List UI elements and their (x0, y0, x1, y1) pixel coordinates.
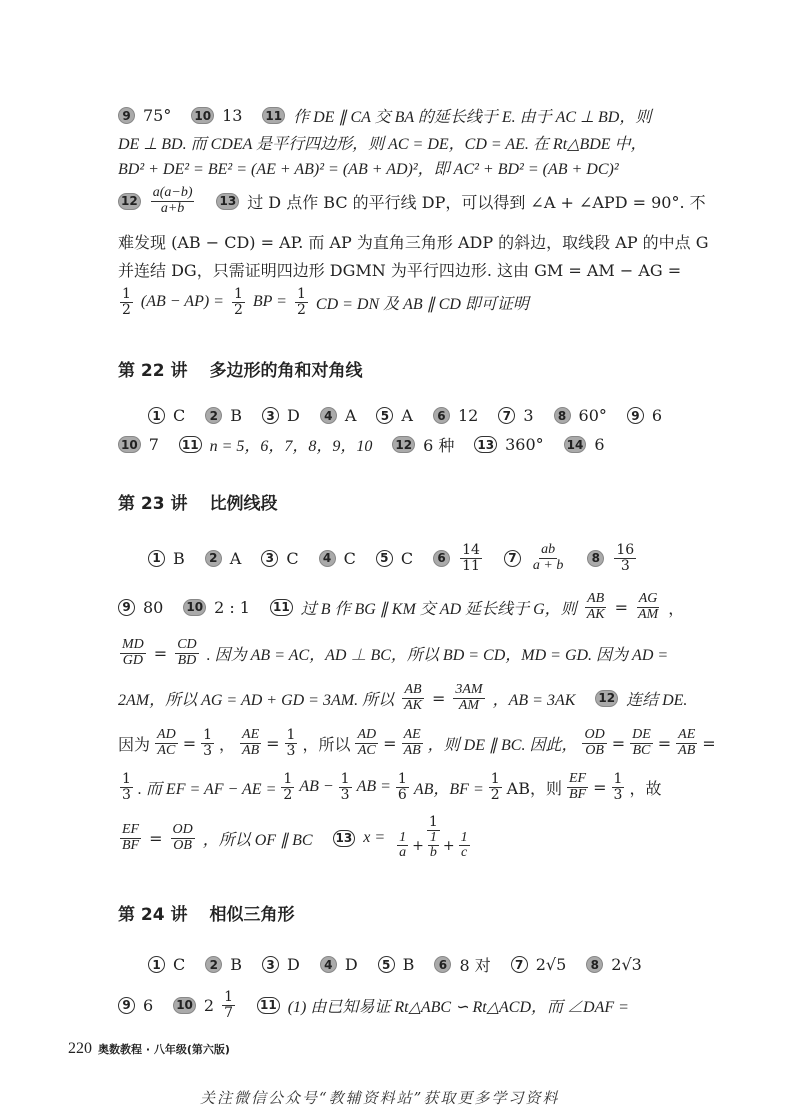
answer-value: B (402, 955, 415, 974)
answer-line (118, 287, 708, 317)
answer-value: A (344, 406, 357, 425)
answer-text: 作 DE ∥ CA 交 BA 的延长线于 E. 由于 AC ⊥ BD，则 (293, 109, 652, 126)
answer-number: 3 (261, 550, 278, 567)
answer-text: 2AM，所以 AG = AD + GD = 3AM. 所以 (118, 691, 395, 709)
answer-text: . 因为 AB = AC，AD ⊥ BC，所以 BD = CD，MD = GD. 因为 AD = (206, 646, 669, 664)
answer-number: 11 (270, 599, 293, 616)
answer-value: C (400, 548, 414, 568)
answer-text: 过 B 作 BG ∥ KM 交 AD 延长线于 G，则 (300, 600, 577, 618)
answer-number: 9 (118, 599, 135, 616)
fraction: $\frac{AG}{AM}$ (637, 591, 659, 622)
answer-text: BD² + DE² = BE² = (AE + AB)² = (AB + AD)²，即 AC² + BD² = (AB + DC)² (118, 161, 619, 178)
fraction: $\frac{CD}{BD}$ (177, 637, 197, 668)
answer-number: 2 (205, 956, 222, 973)
answer-value: 6 (143, 995, 154, 1015)
answer-value: n = 5，6，7，8，9，10 (209, 438, 373, 455)
answer-line (118, 104, 708, 127)
answer-line: 9 6 10 2 1 7 11 (1) 由已知易证 Rt△ABC ∽ Rt△ACD，而 ∠DAF = (118, 990, 708, 1020)
fraction: $\frac{1}{2}$ (296, 286, 306, 318)
section-heading: 第 23 讲 比例线段 (118, 494, 278, 514)
answer-number: 4 (319, 550, 336, 567)
answer-number: 5 (376, 407, 393, 424)
answer-value: 6 (651, 406, 663, 425)
answer-value: 80 (143, 597, 164, 617)
answer-number: 3 (262, 407, 279, 424)
answer-number: 6 (434, 956, 451, 973)
page-footer (68, 1040, 230, 1058)
answer-text: 并连结 DG，只需证明四边形 DGMN 为平行四边形. 这由 GM = AM − AG = (118, 261, 682, 280)
answer-number: 14 (564, 436, 587, 453)
answer-value: 2√3 (611, 955, 642, 974)
answer-text: ，AB = 3AK (492, 691, 576, 709)
answer-number: 8 (587, 550, 604, 567)
answer-line: $\frac{EF}{BF}$ = $\frac{OD}{OB}$ ，所以 OF ∥ BC 13 x = 1 1 a + $\frac{1}{b}$ + $\frac{1}{c}$ (118, 815, 708, 861)
answer-number: 11 (179, 436, 202, 453)
answer-value: C (173, 406, 186, 425)
answer-value: A (229, 548, 242, 568)
answer-value: 60° (578, 406, 607, 425)
fraction: $\frac{AB}{AK}$ (404, 682, 422, 713)
answer-line: 2AM，所以 AG = AD + GD = 3AM. 所以 $\frac{AB}{AK}$ = $\frac{3AM}{AM}$ ，AB = 3AK 12 连结 DE. (118, 682, 688, 713)
answer-number: 10 (118, 436, 141, 453)
fraction: 14 11 (462, 542, 480, 574)
answer-value: 8 对 (459, 956, 491, 975)
answer-number: 8 (586, 956, 603, 973)
answer-line: 因为 $\frac{AD}{AC}$ = $\frac{1}{3}$ ， $\frac{AE}{AB}$ = $\frac{1}{3}$ ，所以 $\frac{AD}{AC}$ = $\frac{AE}{AB}$ ，则 DE ∥ BC. 因此， $\frac{OD}{OB}$ = $\frac{DE}{BC}$ = $\frac{AE}{AB}$ = (118, 727, 716, 759)
answer-value: 2√5 (535, 955, 567, 974)
answer-number: 3 (262, 956, 279, 973)
answer-text: BP = (252, 293, 287, 311)
answer-value: 2 : 1 (214, 597, 250, 617)
answer-row (148, 953, 708, 976)
answer-text: (AB − AP) = (140, 293, 224, 311)
fraction: a(a−b) a+b (152, 185, 193, 216)
answer-number: 9 (627, 407, 644, 424)
answer-row (148, 543, 708, 573)
answer-number: 12 (595, 690, 618, 707)
answer-value: D (344, 955, 358, 974)
answer-line (118, 186, 708, 216)
answer-number: 5 (376, 550, 393, 567)
answer-value: 7 (148, 435, 159, 454)
answer-number: 2 (205, 550, 222, 567)
answer-text: DE ⊥ BD. 而 CDEA 是平行四边形，则 AC = DE，CD = AE. 在 Rt△BDE 中， (118, 136, 647, 153)
answer-number: 9 (118, 107, 135, 124)
answer-number: 7 (498, 407, 515, 424)
answer-number: 7 (511, 956, 528, 973)
watermark: 关注微信公众号“教辅资料站”获取更多学习资料 (200, 1089, 560, 1107)
answer-number: 12 (118, 193, 141, 210)
answer-line: 1 3 . 而 EF = AF − AE = $\frac{1}{2}$ AB − $\frac{1}{3}$ AB = $\frac{1}{6}$ AB，BF = $\frac{1}{2}$ AB，则 $\frac{EF}{BF}$ = $\frac{1}{3}$ ，故 (122, 771, 662, 803)
page-number: 220 (68, 1040, 92, 1057)
answer-value: B (173, 548, 185, 568)
answer-value: 360° (505, 435, 544, 454)
answer-number: 2 (205, 407, 222, 424)
book-title: 奥数教程 · 八年级(第六版) (98, 1043, 230, 1056)
answer-text: 连结 DE. (626, 691, 688, 709)
fraction: 16 3 (616, 542, 635, 574)
fraction: 1 2 (122, 286, 131, 318)
compound-fraction: 1 1 a + $\frac{1}{b}$ + $\frac{1}{c}$ (399, 814, 468, 861)
answer-number: 1 (148, 956, 165, 973)
answer-number: 1 (148, 407, 165, 424)
answer-value: C (173, 955, 186, 974)
answer-number: 13 (474, 436, 497, 453)
answer-value: 6 种 (423, 436, 455, 455)
answer-number: 7 (504, 550, 521, 567)
answer-number: 10 (173, 997, 196, 1014)
answer-line (118, 156, 708, 179)
answer-line (118, 230, 708, 253)
fraction: ab a + b (532, 542, 564, 573)
answer-number: 6 (433, 407, 450, 424)
answer-text: (1) 由已知易证 Rt△ABC ∽ Rt△ACD，而 ∠DAF = (287, 998, 629, 1016)
answer-value: B (230, 406, 243, 425)
answer-line (118, 258, 708, 281)
answer-number: 10 (191, 107, 214, 124)
section-heading: 第 24 讲 相似三角形 (118, 905, 295, 925)
answer-number: 1 (148, 550, 165, 567)
answer-row (118, 433, 708, 456)
answer-text: CD = DN 及 AB ∥ CD 即可证明 (315, 295, 529, 313)
answer-value: A (401, 406, 413, 425)
answer-value: C (343, 548, 356, 568)
answer-number: 11 (262, 107, 285, 124)
answer-text: 难发现 (AB − CD) = AP. 而 AP 为直角三角形 ADP 的斜边，取线段 AP 的中点 G (118, 233, 709, 252)
answer-line (118, 131, 708, 154)
answer-value: 13 (222, 106, 243, 125)
answer-value: 3 (523, 406, 534, 425)
answer-value: 12 (457, 406, 479, 425)
answer-number: 4 (320, 956, 337, 973)
answer-number: 10 (183, 599, 206, 616)
answer-value: D (287, 406, 300, 425)
answer-value: C (286, 548, 299, 568)
answer-number: 8 (554, 407, 571, 424)
answer-number: 13 (216, 193, 239, 210)
answer-number: 5 (378, 956, 395, 973)
answer-text: 过 D 点作 BC 的平行线 DP，可以得到 ∠A + ∠APD = 90°. 不 (247, 192, 706, 212)
answer-number: 11 (257, 997, 280, 1014)
answer-row (148, 406, 708, 425)
fraction: $\frac{3AM}{AM}$ (455, 682, 483, 713)
section-heading: 第 22 讲 多边形的角和对角线 (118, 361, 363, 381)
answer-number: 9 (118, 997, 135, 1014)
answer-number: 12 (392, 436, 415, 453)
fraction: $\frac{AB}{AK}$ (586, 591, 605, 622)
answer-line: 9 80 10 2 : 1 11 过 B 作 BG ∥ KM 交 AD 延长线于 G，则 $\frac{AB}{AK}$ = $\frac{AG}{AM}$ ， (118, 592, 708, 622)
answer-line: $\frac{MD}{GD}$ = $\frac{CD}{BD}$ . 因为 AB = AC，AD ⊥ BC，所以 BD = CD，MD = GD. 因为 AD = (122, 637, 669, 668)
fraction: $\frac{MD}{GD}$ (122, 637, 144, 668)
fraction: $\frac{1}{2}$ (233, 286, 243, 318)
answer-value: D (287, 955, 300, 974)
answer-value: 6 (594, 435, 605, 454)
answer-number: 6 (433, 550, 450, 567)
answer-number: 13 (333, 830, 356, 847)
answer-number: 4 (320, 407, 337, 424)
answer-value: B (230, 955, 243, 974)
answer-value: 75° (143, 106, 172, 125)
